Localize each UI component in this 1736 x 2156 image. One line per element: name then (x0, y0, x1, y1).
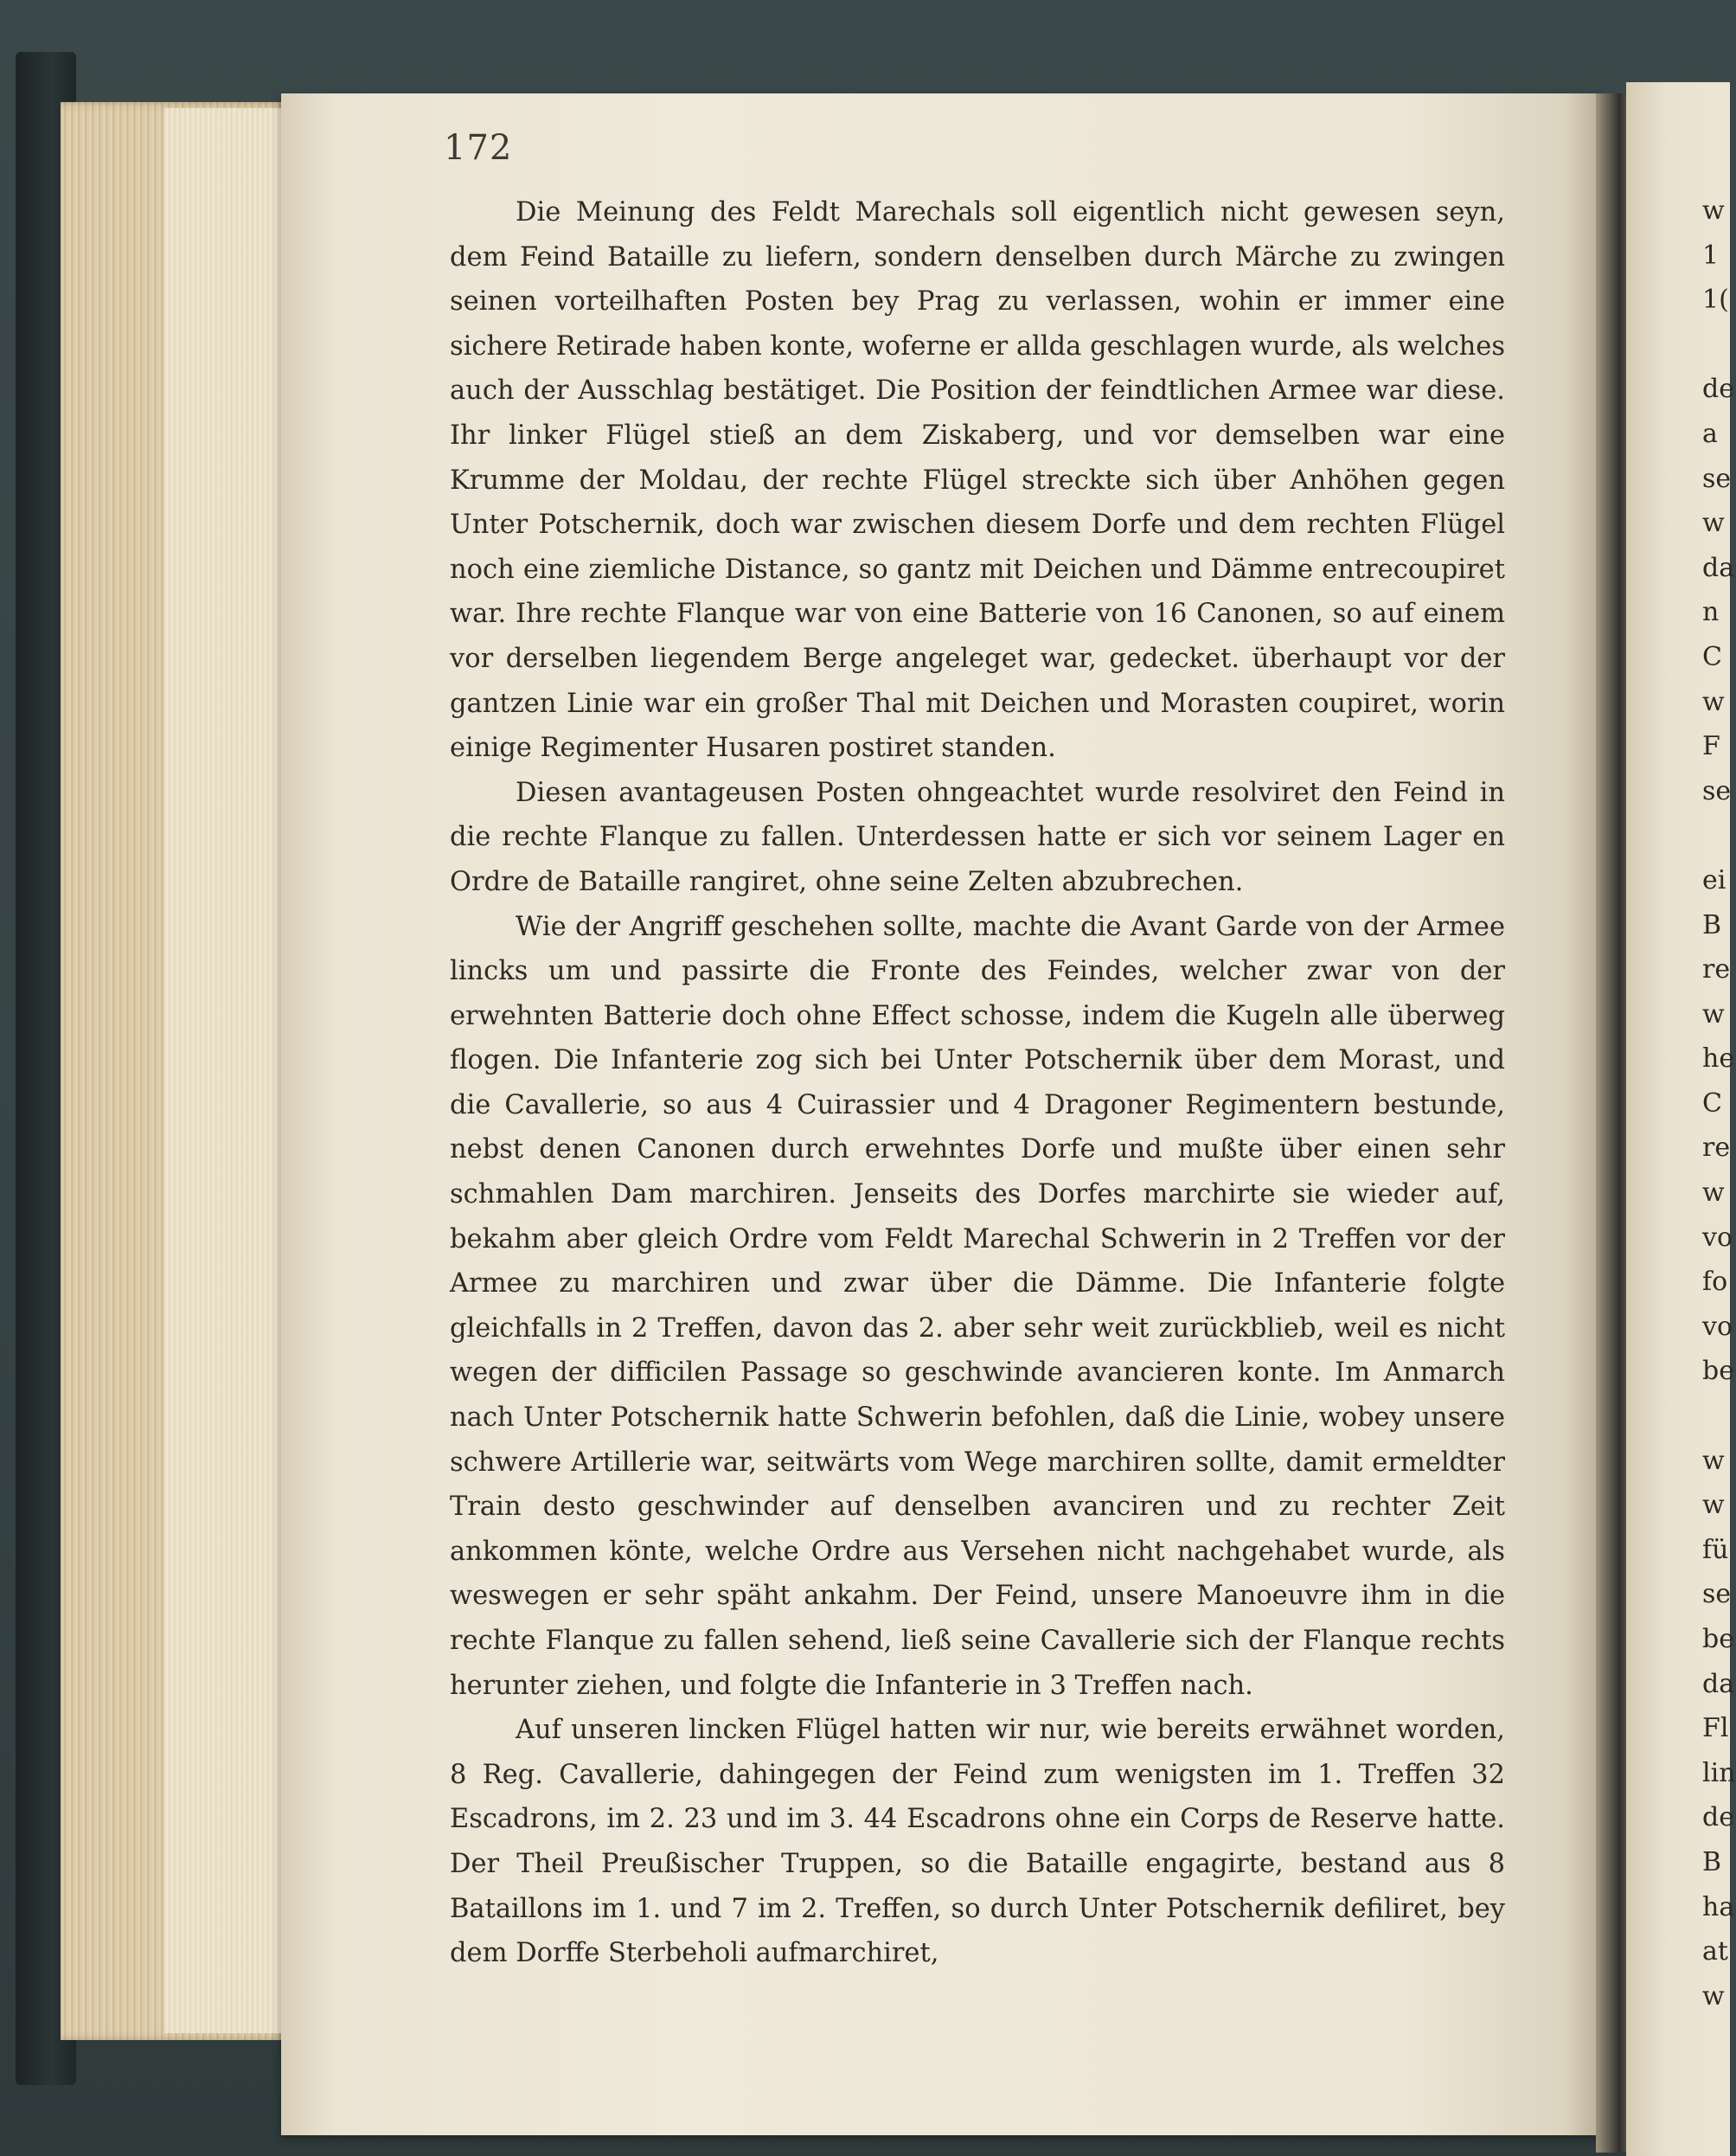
right-page-line-fragment: w (1702, 686, 1725, 717)
right-page-line-fragment: w (1702, 1445, 1725, 1476)
right-page-line-fragment: re (1702, 954, 1731, 985)
right-page-line-fragment: fo (1702, 1267, 1728, 1298)
right-page-line-fragment: se (1702, 1579, 1732, 1610)
right-page-line-fragment: 1( (1702, 285, 1729, 316)
right-page-text-fragments (1702, 189, 1736, 2018)
right-page-line-fragment: w (1702, 1490, 1725, 1521)
paragraph-2: Diesen avantageusen Posten ohngeachtet wurde resolviret den Feind in die rechte Flanque zu fallen. Unterdessen hatte er sich vor seinem Lager en Ordre de Bataille rangiret, ohne seine Zelten abzubrechen. (450, 777, 1505, 897)
page-edges-fore (164, 108, 285, 2033)
right-page-line-fragment: vo (1702, 1311, 1733, 1342)
right-page-line-fragment: be (1702, 1624, 1734, 1654)
right-page-line-fragment: B (1702, 909, 1722, 940)
right-page-line-fragment: at (1702, 1936, 1728, 1967)
right-page-line-fragment: w (1702, 196, 1725, 226)
right-page-line-fragment: he (1702, 1043, 1735, 1075)
right-page-line-fragment (1702, 323, 1730, 368)
right-page-line-fragment: w (1702, 1177, 1725, 1209)
paragraph-1: Die Meinung des Feldt Marechals soll eigentlich nicht gewesen seyn, dem Feind Bataille zu liefern, sondern denselben durch Märche zu zwingen seinen vorteilhaften Posten bey Prag zu verlassen, wohin er immer eine sichere Retirade haben konte, woferne er allda geschlagen wurde, als welches auch der Ausschlag bestätiget. Die Position der feindtlichen Armee war diese. Ihr linker Flügel stieß an dem Ziskaberg, und vor demselben war eine Krumme der Moldau, der rechte Flügel streckte sich über Anhöhen gegen Unter Potschernik, doch war zwischen diesem Dorfe und dem rechten Flügel noch eine ziemliche Distance, so gantz mit Deichen und Dämme entrecoupiret war. Ihre rechte Flanque war von eine Batterie von 16 Canonen, so auf einem vor derselben liegendem Berge angeleget war, gedecket. überhaupt vor der gantzen Linie war ein großer Thal mit Deichen und Morasten coupiret, worin einige Regimenter Husaren postiret standen. (450, 197, 1505, 764)
right-page-line-fragment (1702, 813, 1730, 858)
paragraph-3: Wie der Angriff geschehen sollte, machte die Avant Garde von der Armee lincks um und passirte die Fronte des Feindes, welcher zwar von der erwehnten Batterie doch ohne Effect schosse, indem die Kugeln alle überweg flogen. Die Infanterie zog sich bei Unter Potschernik über dem Morast, und die Cavallerie, so aus 4 Cuirassier und 4 Dragoner Regimentern bestunde, nebst denen Canonen durch erwehntes Dorfe und mußte über einen sehr schmahlen Dam marchiren. Jenseits des Dorfes marchirte sie wieder auf, bekahm aber gleich Ordre vom Feldt Marechal Schwerin in 2 Treffen vor der Armee zu marchiren und zwar über die Dämme. Die Infanterie folgte gleichfalls in 2 Treffen, davon das 2. aber sehr weit zurückblieb, weil es nicht wegen der difficilen Passage so geschwinde avancieren konte. Im Anmarch nach Unter Potschernik hatte Schwerin befohlen, daß die Linie, wobey unsere schwere Artillerie war, seitwärts vom Wege marchiren sollte, damit ermeldter Train desto geschwinder auf denselben avanciren und zu rechter Zeit ankommen könte, welche Ordre aus Versehen nicht nachgehabet wurde, als weswegen er sehr späht ankahm. Der Feind, unsere Manoeuvre ihm in die rechte Flanque zu fallen sehend, ließ seine Cavallerie sich der Flanque rechts herunter ziehen, und folgte die Infanterie in 3 Treffen nach. (450, 911, 1505, 1701)
right-page-line-fragment: w (1702, 508, 1725, 539)
right-page-line-fragment: se (1702, 463, 1732, 494)
right-page-line-fragment (1702, 1394, 1730, 1439)
page-number: 172 (444, 128, 513, 168)
right-page-line-fragment: w (1702, 1980, 1725, 2012)
right-page-line-fragment: F (1702, 731, 1720, 762)
right-page-line-fragment: ei (1702, 864, 1726, 895)
right-page-line-fragment: Fl (1702, 1713, 1729, 1744)
right-page-line-fragment: C (1702, 641, 1722, 672)
right-page-line-fragment: C (1702, 1088, 1722, 1119)
right-page-line-fragment: a (1702, 418, 1718, 449)
right-page-line-fragment: w (1702, 998, 1725, 1030)
right-page-line-fragment: de (1702, 1802, 1734, 1833)
right-page-line-fragment: se (1702, 775, 1732, 806)
right-page-line-fragment: da (1702, 552, 1735, 583)
right-page-line-fragment: n (1702, 597, 1720, 628)
right-page-line-fragment: 1 (1702, 240, 1720, 271)
page-text (450, 190, 1505, 1976)
paragraph-4: Auf unseren lincken Flügel hatten wir nur, wie bereits erwähnet worden, 8 Reg. Cavallerie, dahingegen der Feind zum wenigsten im 1. Treffen 32 Escadrons, im 2. 23 und im 3. 44 Escadrons ohne ein Corps de Reserve hatte. Der Theil Preußischer Truppen, so die Bataille engagirte, bestand aus 8 Bataillons im 1. und 7 im 2. Treffen, so durch Unter Potschernik defiliret, bey dem Dorffe Sterbeholi aufmarchiret, (450, 1715, 1505, 1969)
right-page-line-fragment: be (1702, 1356, 1734, 1387)
right-page-line-fragment: re (1702, 1133, 1731, 1164)
right-page-line-fragment: vo (1702, 1222, 1733, 1253)
right-page-line-fragment: de (1702, 374, 1734, 405)
right-page-line-fragment: B (1702, 1846, 1722, 1877)
right-page-line-fragment: lin (1702, 1757, 1736, 1788)
right-page-line-fragment: fü (1702, 1534, 1729, 1565)
right-page-line-fragment: da (1702, 1668, 1735, 1699)
right-page-line-fragment: ha (1702, 1891, 1735, 1922)
